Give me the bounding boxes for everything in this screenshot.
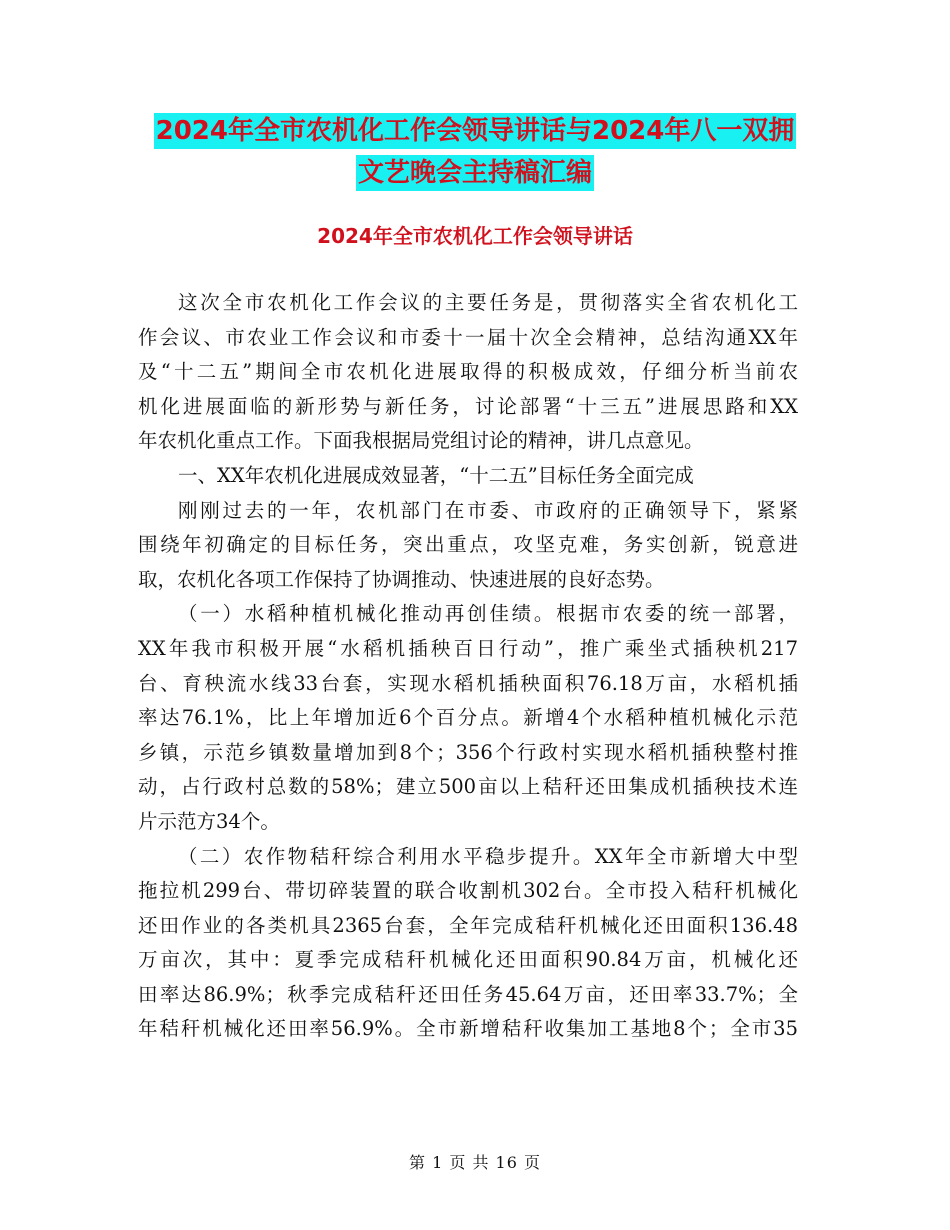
text-line: 这次全市农机化工作会议的主要任务是，贯彻落实全省农机化工 [178,291,798,314]
text-line: 万亩次，其中：夏季完成秸秆机械化还田面积90.84万亩，机械化还 [138,948,798,972]
text-line: （一）水稻种植机械化推动再创佳绩。根据市农委的统一部署， [178,602,798,626]
text-line: 还田作业的各类机具2365台套，全年完成秸秆机械化还田面积136.48 [138,913,798,937]
body-text [138,286,798,1047]
text-line: 率达76.1%，比上年增加近6个百分点。新增4个水稻种植机械化示范 [138,706,798,730]
text-line: 作会议、市农业工作会议和市委十一届十次全会精神，总结沟通XX年 [138,325,798,349]
text-line: 取，农机化各项工作保持了协调推动、快速进展的良好态势。 [138,567,665,591]
text-line: 围绕年初确定的目标任务，突出重点，攻坚克难，务实创新，锐意进 [138,533,798,557]
text-line: 田率达86.9%；秋季完成秸秆还田任务45.64万亩，还田率33.7%；全 [138,982,798,1006]
title-highlight: 2024年全市农机化工作会领导讲话与2024年八一双拥 [154,113,797,149]
document-title-line-2 [0,156,950,190]
text-line: XX年我市积极开展“水稻机插秧百日行动”，推广乘坐式插秧机217 [138,636,798,660]
text-line: 片示范方34个。 [138,809,280,833]
document-title-line-1 [0,114,950,148]
text-line: 年农机化重点工作。下面我根据局党组讨论的精神，讲几点意见。 [138,429,704,453]
text-line: 台、育秧流水线33台套，实现水稻机插秧面积76.18万亩，水稻机插 [138,671,798,695]
text-line: 刚刚过去的一年，农机部门在市委、市政府的正确领导下，紧紧 [178,498,798,522]
text-line: 拖拉机299台、带切碎装置的联合收割机302台。全市投入秸秆机械化 [138,879,798,903]
text-line: 及“十二五”期间全市农机化进展取得的积极成效，仔细分析当前农 [138,360,798,384]
title-highlight: 文艺晚会主持稿汇编 [356,155,594,191]
text-line: 年秸秆机械化还田率56.9%。全市新增秸秆收集加工基地8个；全市35 [138,1017,798,1041]
text-line: （二）农作物秸秆综合利用水平稳步提升。XX年全市新增大中型 [178,844,798,868]
page-footer: 第 1 页 共 16 页 [409,1153,541,1172]
heading-line: 一、XX年农机化进展成效显著，“十二五”目标任务全面完成 [178,463,694,487]
text-line: 机化进展面临的新形势与新任务，讨论部署“十三五”进展思路和XX [138,394,798,418]
text-line: 动，占行政村总数的58%；建立500亩以上秸秆还田集成机插秧技术连 [138,775,798,799]
section-title: 2024年全市农机化工作会领导讲话 [317,224,633,248]
text-line: 乡镇，示范乡镇数量增加到8个；356个行政村实现水稻机插秧整村推 [138,740,798,764]
